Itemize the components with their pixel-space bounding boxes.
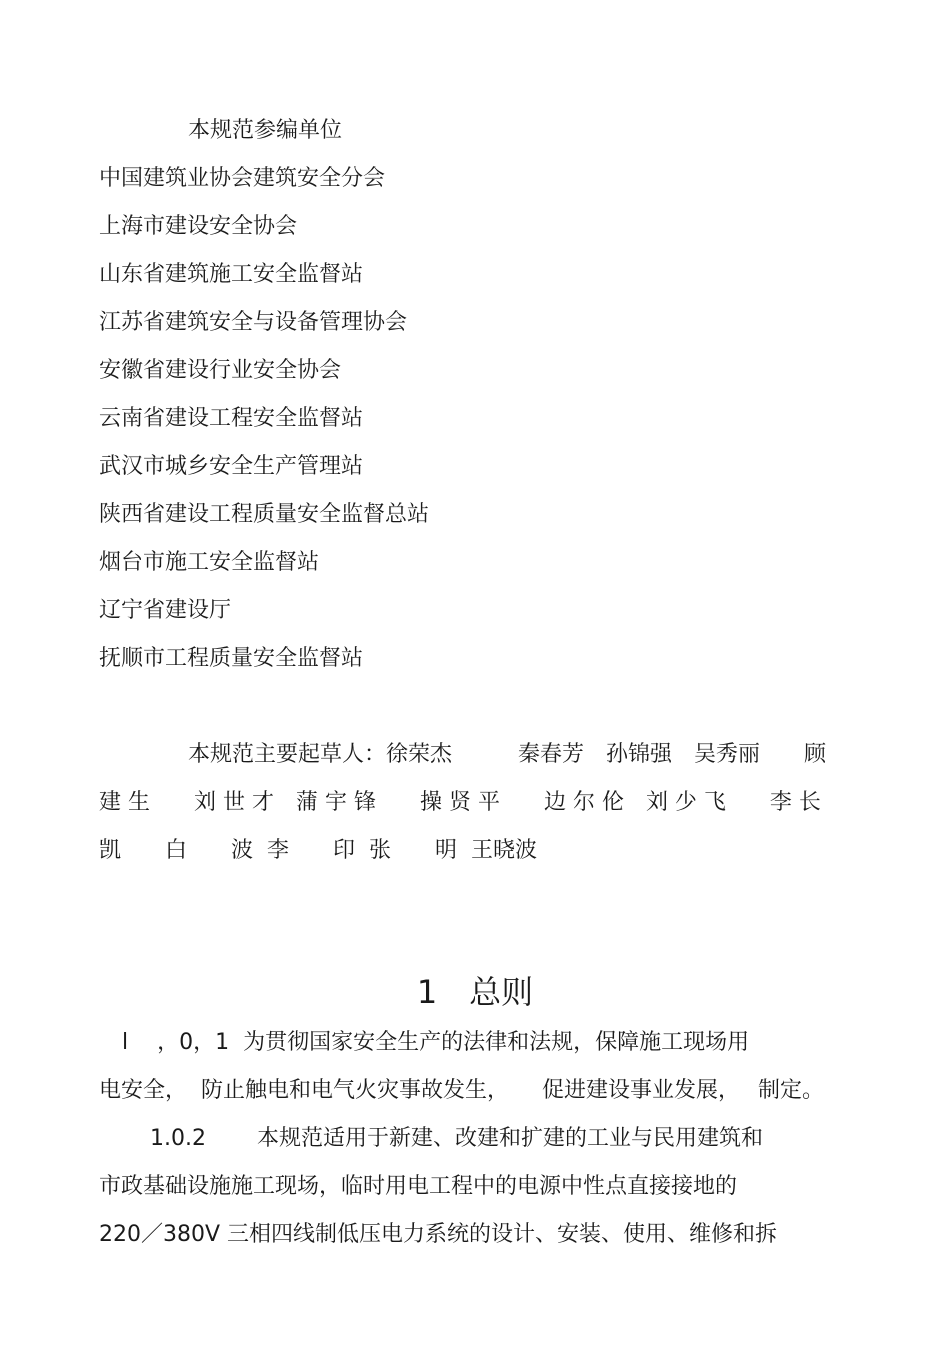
clause-text: 1.0.2 本规范适用于新建、改建和扩建的工业与民用建筑和 <box>150 1126 763 1151</box>
unit-item: 烟台市施工安全监督站 <box>99 550 320 575</box>
unit-item: 云南省建设工程安全监督站 <box>99 406 364 431</box>
unit-item: 山东省建筑施工安全监督站 <box>99 262 364 287</box>
drafters-line: 建 生 刘 世 才 蒲 宇 锋 操 贤 平 边 尔 伦 刘 少 飞 李 长 <box>99 790 821 815</box>
unit-item: 中国建筑业协会建筑安全分会 <box>99 166 386 191</box>
clause-text: l ，0，1 为贯彻国家安全生产的法律和法规，保障施工现场用 <box>122 1030 750 1055</box>
unit-item: 安徽省建设行业安全协会 <box>99 358 342 383</box>
clause-text: 电安全， 防止触电和电气火灾事故发生， 促进建设事业发展， 制定。 <box>99 1078 824 1103</box>
unit-item: 江苏省建筑安全与设备管理协会 <box>99 310 408 335</box>
clause-text: 市政基础设施施工现场，临时用电工程中的电源中性点直接接地的 <box>99 1174 738 1199</box>
drafters-line: 凯 白 波 李 印 张 明 王晓波 <box>99 838 537 863</box>
section-title: 1 总则 <box>416 973 534 1011</box>
units-heading: 本规范参编单位 <box>188 118 343 143</box>
unit-item: 辽宁省建设厅 <box>99 598 232 623</box>
unit-item: 陕西省建设工程质量安全监督总站 <box>99 502 430 527</box>
drafters-line: 本规范主要起草人：徐荣杰 秦春芳 孙锦强 吴秀丽 顾 <box>188 742 827 767</box>
clause-text: 220／380V 三相四线制低压电力系统的设计、安装、使用、维修和拆 <box>99 1222 778 1247</box>
unit-item: 武汉市城乡安全生产管理站 <box>99 454 364 479</box>
unit-item: 上海市建设安全协会 <box>99 214 298 239</box>
unit-item: 抚顺市工程质量安全监督站 <box>99 646 364 671</box>
